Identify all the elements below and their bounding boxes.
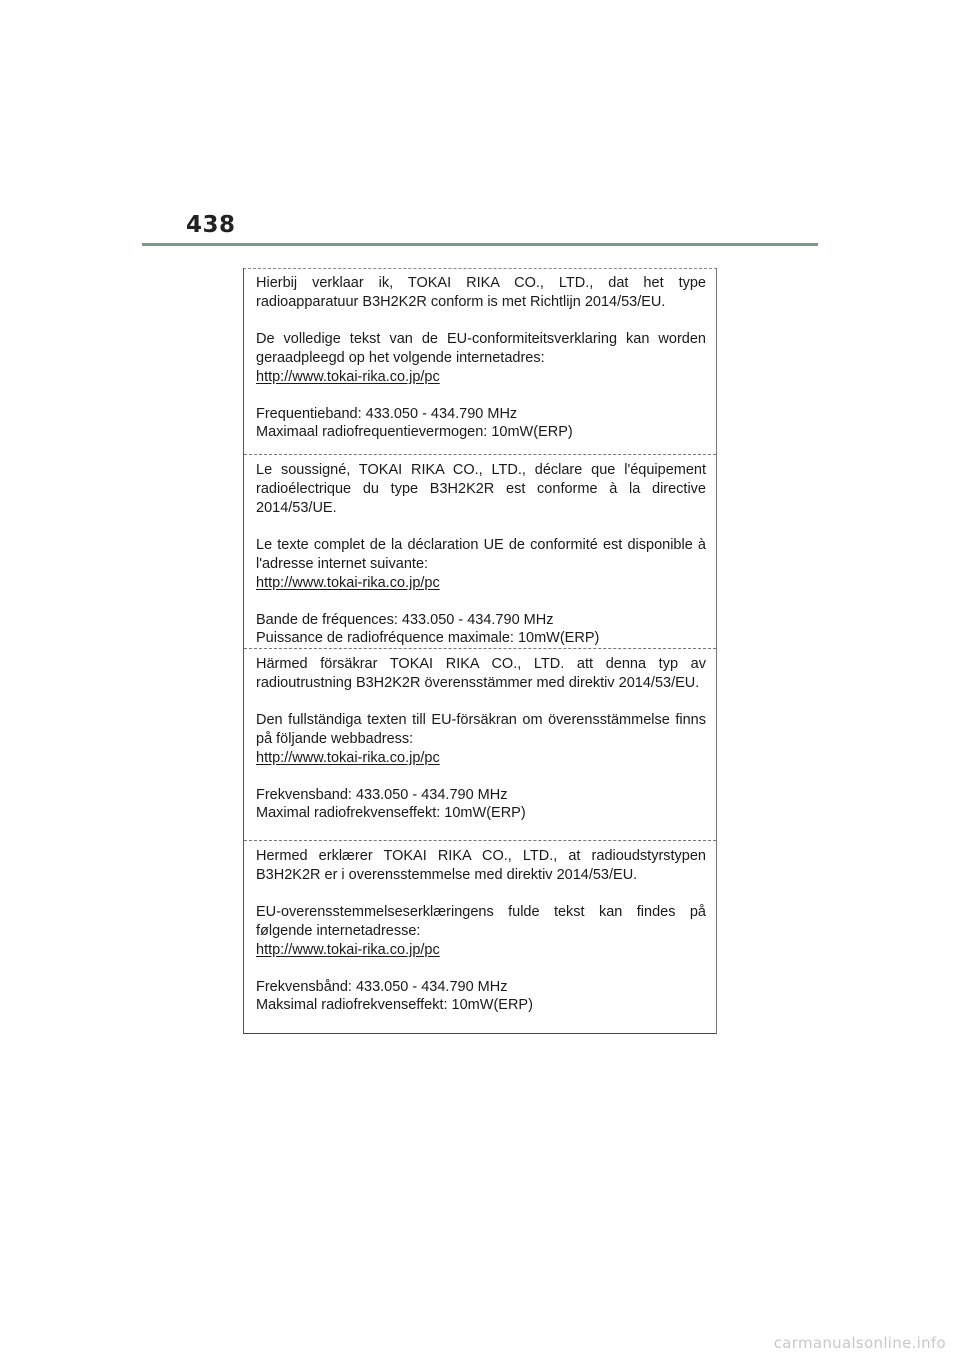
section-french: [244, 454, 716, 647]
header-rule: [142, 243, 818, 246]
declaration-text-fr: Le soussigné, TOKAI RIKA CO., LTD., déclare que l'équipement radioélectrique du type B3H2K2R est conforme à la directive 2014/53/UE.: [256, 462, 706, 516]
info-text-nl: De volledige tekst van de EU-conformiteitsverklaring kan worden geraadpleegd op het volgende internetadres:: [256, 331, 706, 366]
declaration-text-sv: Härmed försäkrar TOKAI RIKA CO., LTD. att denna typ av radioutrustning B3H2K2R överensstämmer med direktiv 2014/53/EU.: [256, 656, 706, 691]
frequency-band-sv: Frekvensband: 433.050 - 434.790 MHz: [256, 787, 508, 803]
page-number: 438: [186, 212, 236, 238]
info-text-fr: Le texte complet de la déclaration UE de conformité est disponible à l'adresse internet suivante:: [256, 537, 706, 572]
max-power-sv: Maximal radiofrekvenseffekt: 10mW(ERP): [256, 805, 526, 821]
declaration-link-nl[interactable]: http://www.tokai-rika.co.jp/pc: [256, 369, 440, 385]
declaration-text-nl: Hierbij verklaar ik, TOKAI RIKA CO., LTD., dat het type radioapparatuur B3H2K2R conform is met Richtlijn 2014/53/EU.: [256, 275, 706, 310]
frequency-band-nl: Frequentieband: 433.050 - 434.790 MHz: [256, 406, 518, 422]
frequency-band-fr: Bande de fréquences: 433.050 - 434.790 MHz: [256, 612, 554, 628]
declaration-link-sv[interactable]: http://www.tokai-rika.co.jp/pc: [256, 750, 440, 766]
watermark: carmanualsonline.info: [773, 1334, 946, 1352]
section-swedish: [244, 648, 716, 822]
declaration-box: [243, 268, 717, 1034]
section-danish: [244, 840, 716, 1014]
info-text-da: EU-overensstemmelseserklæringens fulde tekst kan findes på følgende internetadresse:: [256, 904, 706, 939]
info-text-sv: Den fullständiga texten till EU-försäkran om överensstämmelse finns på följande webbadress:: [256, 712, 706, 747]
max-power-da: Maksimal radiofrekvenseffekt: 10mW(ERP): [256, 997, 533, 1013]
frequency-band-da: Frekvensbånd: 433.050 - 434.790 MHz: [256, 979, 508, 995]
declaration-text-da: Hermed erklærer TOKAI RIKA CO., LTD., at radioudstyrstypen B3H2K2R er i overensstemmelse med direktiv 2014/53/EU.: [256, 848, 706, 883]
declaration-link-fr[interactable]: http://www.tokai-rika.co.jp/pc: [256, 575, 440, 591]
declaration-link-da[interactable]: http://www.tokai-rika.co.jp/pc: [256, 942, 440, 958]
specs-nl: [256, 405, 706, 441]
specs-da: [256, 978, 706, 1014]
max-power-nl: Maximaal radiofrequentievermogen: 10mW(ERP): [256, 424, 573, 440]
section-dutch: [244, 274, 716, 441]
specs-fr: [256, 611, 706, 647]
specs-sv: [256, 786, 706, 822]
max-power-fr: Puissance de radiofréquence maximale: 10mW(ERP): [256, 630, 600, 646]
